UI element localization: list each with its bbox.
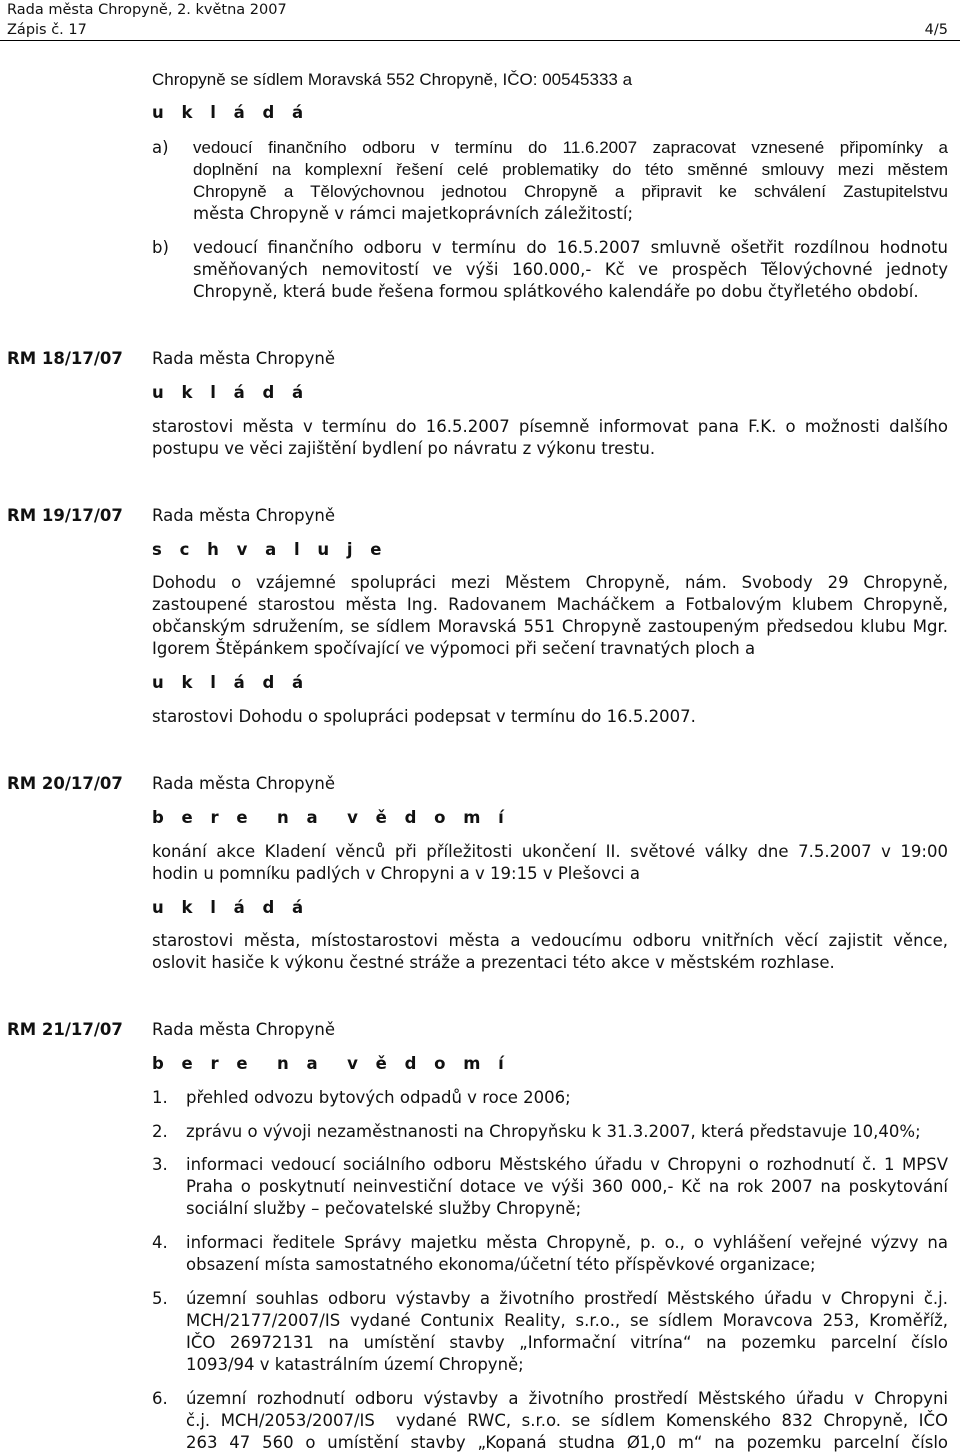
resolution-verb: b e r e n a v ě d o m í bbox=[152, 1054, 510, 1073]
header-minutes-number: Zápis č. 17 bbox=[7, 22, 87, 38]
intro-text: Chropyně se sídlem Moravská 552 Chropyně, IČO: 00545333 a bbox=[152, 70, 633, 89]
paragraph-line: konání akce Kladení věnců při příležitosti ukončení II. světové války dne 7.5.2007 v 19:00 bbox=[152, 842, 948, 861]
list-number: 4. bbox=[152, 1233, 168, 1252]
council-name: Rada města Chropyně bbox=[152, 1020, 336, 1039]
list-item-line: územní souhlas odboru výstavby a životního prostředí Městského úřadu v Chropyni č.j. bbox=[186, 1289, 948, 1308]
paragraph-line: starostovi města v termínu do 16.5.2007 písemně informovat pana F.K. o možnosti dalšího bbox=[152, 417, 948, 436]
item-b-line1: vedoucí finančního odboru v termínu do 16.5.2007 smluvně ošetřit rozdílnou hodnotu bbox=[193, 238, 948, 257]
header-council-date: Rada města Chropyně, 2. května 2007 bbox=[7, 2, 287, 18]
item-b-line2: směňovaných nemovitostí ve výši 160.000,- Kč ve prospěch Tělovýchovné jednoty bbox=[193, 260, 948, 279]
list-item-line: sociální služby – pečovatelské služby Chropyně; bbox=[186, 1199, 582, 1218]
item-a-line1: vedoucí finančního odboru v termínu do 11.6.2007 zapracovat vznesené připomínky a bbox=[193, 138, 948, 157]
resolution-verb: u k l á d á bbox=[152, 673, 310, 692]
paragraph-line: občanským sdružením, se sídlem Moravská 551 Chropyně zastoupeným předsedou klubu Mgr. bbox=[152, 617, 948, 636]
item-a-line3: Chropyně a Tělovýchovnou jednotou Chropyně a připravit ke schválení Zastupitelstvu bbox=[193, 182, 948, 201]
council-name: Rada města Chropyně bbox=[152, 774, 336, 793]
resolution-verb: u k l á d á bbox=[152, 898, 310, 917]
council-name: Rada města Chropyně bbox=[152, 349, 336, 368]
resolution-verb: u k l á d á bbox=[152, 383, 310, 402]
list-item-line: MCH/2177/2007/IS vydané Contunix Reality, s.r.o., se sídlem Moravcova 253, Kroměříž, bbox=[186, 1311, 948, 1330]
list-item-line: Praha o poskytnutí neinvestiční dotace ve výši 360 000,- Kč na rok 2007 na poskytování bbox=[186, 1177, 948, 1196]
item-a-line4: města Chropyně v rámci majetkoprávních záležitostí; bbox=[193, 204, 634, 223]
list-number: 1. bbox=[152, 1088, 168, 1107]
list-item-line: IČO 26972131 na umístění stavby „Informační vitrína“ na pozemku parcelní číslo bbox=[186, 1333, 948, 1352]
paragraph-line: zastoupené starostou města Ing. Radovanem Macháčkem a Fotbalovým klubem Chropyně, bbox=[152, 595, 948, 614]
resolution-label: RM 18/17/07 bbox=[7, 349, 123, 368]
list-marker-a: a) bbox=[152, 138, 169, 157]
resolution-verb: b e r e n a v ě d o m í bbox=[152, 808, 510, 827]
resolution-label: RM 20/17/07 bbox=[7, 774, 123, 793]
paragraph-line: hodin u pomníku padlých v Chropyni a v 19:15 v Plešovci a bbox=[152, 864, 640, 883]
page-number: 4/5 bbox=[924, 22, 948, 38]
list-number: 3. bbox=[152, 1155, 168, 1174]
paragraph-line: starostovi Dohodu o spolupráci podepsat v termínu do 16.5.2007. bbox=[152, 707, 696, 726]
header-divider bbox=[0, 40, 960, 41]
council-name: Rada města Chropyně bbox=[152, 506, 336, 525]
paragraph-line: postupu ve věci zajištění bydlení po návratu z výkonu trestu. bbox=[152, 439, 656, 458]
resolution-verb: s c h v a l u j e bbox=[152, 540, 388, 559]
list-item-line: přehled odvozu bytových odpadů v roce 2006; bbox=[186, 1088, 571, 1107]
paragraph-line: starostovi města, místostarostovi města a vedoucímu odboru vnitřních věcí zajistit věnce, bbox=[152, 931, 948, 950]
paragraph-line: Dohodu o vzájemné spolupráci mezi Městem Chropyně, nám. Svobody 29 Chropyně, bbox=[152, 573, 948, 592]
list-item-line: 263 47 560 o umístění stavby „Kopaná studna Ø1,0 m“ na pozemku parcelní číslo bbox=[186, 1433, 948, 1452]
list-item-line: zprávu o vývoji nezaměstnanosti na Chropyňsku k 31.3.2007, která představuje 10,40%; bbox=[186, 1122, 921, 1141]
list-number: 6. bbox=[152, 1389, 168, 1408]
list-item-line: informaci ředitele Správy majetku města Chropyně, p. o., o vyhlášení veřejné výzvy na bbox=[186, 1233, 948, 1252]
header-title bbox=[7, 0, 287, 40]
list-item-line: územní rozhodnutí odboru výstavby a životního prostředí Městského úřadu v Chropyni bbox=[186, 1389, 948, 1408]
item-b-line3: Chropyně, která bude řešena formou splátkového kalendáře po dobu čtyřletého období. bbox=[193, 282, 919, 301]
list-number: 5. bbox=[152, 1289, 168, 1308]
item-a-line2: doplnění na komplexní řešení celé problematiky do této směnné smlouvy mezi městem bbox=[193, 160, 948, 179]
resolution-label: RM 19/17/07 bbox=[7, 506, 123, 525]
list-item-line: č.j. MCH/2053/2007/IS vydané RWC, s.r.o. se sídlem Komenského 832 Chropyně, IČO bbox=[186, 1411, 948, 1430]
list-item-line: 1093/94 v katastrálním území Chropyně; bbox=[186, 1355, 524, 1374]
list-number: 2. bbox=[152, 1122, 168, 1141]
list-item-line: obsazení místa samostatného ekonoma/účetní této příspěvkové organizace; bbox=[186, 1255, 816, 1274]
paragraph-line: Igorem Štěpánkem spočívající ve výpomoci při sečení travnatých ploch a bbox=[152, 639, 756, 658]
list-item-line: informaci vedoucí sociálního odboru Městského úřadu v Chropyni o rozhodnutí č. 1 MPSV bbox=[186, 1155, 948, 1174]
paragraph-line: oslovit hasiče k výkonu čestné stráže a prezentaci této akce v městském rozhlase. bbox=[152, 953, 835, 972]
resolution-label: RM 21/17/07 bbox=[7, 1020, 123, 1039]
list-marker-b: b) bbox=[152, 238, 169, 257]
resolution-verb: u k l á d á bbox=[152, 103, 310, 122]
